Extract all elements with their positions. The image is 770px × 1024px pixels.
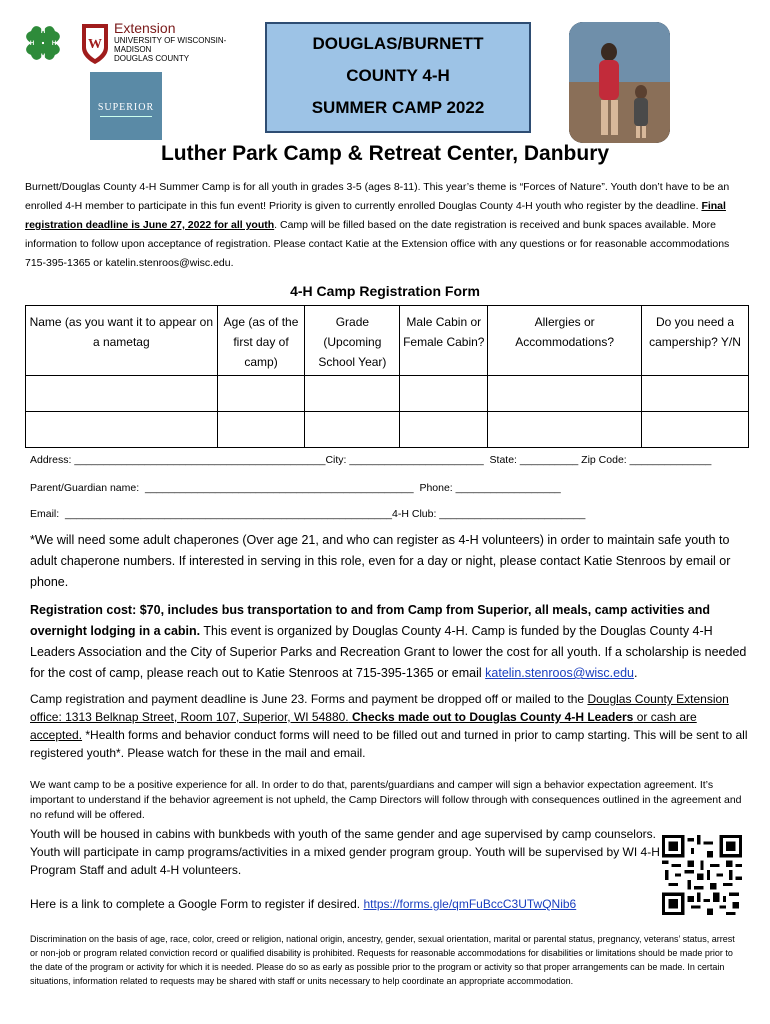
email-field[interactable]: Email: ________________________________________________________4-H Club: _________________________ [30, 508, 586, 520]
extension-brand: Extension [114, 20, 176, 36]
extension-line2: UNIVERSITY OF WISCONSIN-MADISON [114, 36, 227, 54]
svg-text:W: W [88, 37, 102, 52]
svg-text:H: H [29, 41, 35, 47]
table-cell[interactable] [26, 412, 218, 448]
4h-clover-icon [20, 20, 66, 66]
disclaimer: Discrimination on the basis of age, race, color, creed or religion, national origin, ancestry, gender, sexual orientation, marital or parental status, pregnancy, veterans’ status, arrest or non-job or program related conviction record or qualified disability is prohibited. Requests for reasonable accommodations for disabilities or limitations should be made prior to the date of the program or activity for which it is needed. Please do so as early as possible prior to the program or activity so that proper arrangements can be made. In certain situations, information related to requests may be shared with staff or units necessary to help coordinate an appropriate accommodation. [30, 934, 735, 986]
table-cell[interactable] [26, 376, 218, 412]
superior-logo [90, 72, 162, 140]
table-cell[interactable] [305, 376, 400, 412]
address-field[interactable]: Address: ___________________________________________City: _______________________ State: __________ Zip Code: ______________ [30, 454, 712, 466]
housing-paragraph: Youth will be housed in cabins with bunkbeds with youth of the same gender and age supervised by camp counselors. Youth will participate in camp programs/activities in a mixed gender program group. Youth will be supervised by WI 4-H Program Staff and adult 4-H volunteers. [30, 827, 660, 877]
col-name: Name (as you want it to appear on a nametag [26, 306, 218, 376]
table-row [26, 376, 749, 412]
table-cell[interactable] [488, 412, 642, 448]
parent-guardian-field[interactable]: Parent/Guardian name: ______________________________________________ Phone: __________________ [30, 482, 561, 494]
col-campership: Do you need a campership? Y/N [642, 306, 749, 376]
google-form-line: Here is a link to complete a Google Form to register if desired. https://forms.gle/qmFuBccC3UTwQNib6 [30, 897, 577, 911]
payment-paragraph: Camp registration and payment deadline is June 23. Forms and payment be dropped off or mailed to the Douglas County Extension office: 1313 Belknap Street, Room 107, Superior, WI 54880. Checks made out to Douglas County 4-H Leaders or cash are accepted. *Health forms and behavior conduct forms will need to be filled out and turned in prior to camp starting. This will be sent to all registered youth*. Please watch for these in the mail and email. [30, 692, 748, 760]
title-line-2: COUNTY 4-H [346, 66, 450, 85]
camp-photo [569, 22, 670, 143]
office-address: Douglas County Extension office: 1313 Belknap Street, Room 107, Superior, WI 54880. [30, 692, 729, 724]
extension-logo [80, 20, 255, 72]
col-age: Age (as of the first day of camp) [217, 306, 305, 376]
title-line-1: DOUGLAS/BURNETT [312, 34, 484, 53]
table-cell[interactable] [642, 412, 749, 448]
form-title: 4-H Camp Registration Form [290, 283, 480, 299]
table-cell[interactable] [642, 376, 749, 412]
chaperone-paragraph: *We will need some adult chaperones (Over age 21, and who can register as 4-H volunteers) in order to maintain safe youth to adult chaperone numbers. If interested in serving in this role, even for a day or night, please contact Katie Stenroos by email or phone. [30, 533, 731, 589]
col-allergies: Allergies or Accommodations? [488, 306, 642, 376]
table-cell[interactable] [305, 412, 400, 448]
title-line-3: SUMMER CAMP 2022 [311, 98, 485, 117]
deadline-text: Final registration deadline is June 27, 2022 for all youth [25, 200, 726, 231]
google-form-link[interactable]: https://forms.gle/qmFuBccC3UTwQNib6 [363, 897, 577, 911]
email-link[interactable]: katelin.stenroos@wisc.edu [485, 666, 635, 680]
page-heading: Luther Park Camp & Retreat Center, Danbury [160, 142, 610, 165]
svg-text:H: H [40, 29, 46, 35]
svg-text:H: H [40, 54, 46, 60]
table-cell[interactable] [400, 376, 488, 412]
behavior-paragraph: We want camp to be a positive experience for all. In order to do that, parents/guardians and camper will sign a behavior expectation agreement. It’s important to understand if the behavior agreement is not upheld, the Camp Directors will follow through with consequences outlined in the agreement and no refund will be offered. [30, 779, 742, 821]
table-row [26, 412, 749, 448]
cost-paragraph: Registration cost: $70, includes bus transportation to and from Camp from Superior, all meals, camp activities and overnight lodging in a cabin. This event is organized by Douglas County 4-H. Camp is funded by the Douglas County 4-H Leaders Association and the City of Superior Parks and Recreation Grant to lower the cost for all youth. If a scholarship is needed for the cost of camp, please reach out to Katie Stenroos at 715-395-1365 or email katelin.stenroos@wisc.edu. [30, 603, 747, 680]
col-grade: Grade (Upcoming School Year) [305, 306, 400, 376]
svg-text:H: H [51, 41, 57, 47]
table-cell[interactable] [400, 412, 488, 448]
table-cell[interactable] [217, 376, 305, 412]
table-cell[interactable] [488, 376, 642, 412]
col-cabin: Male Cabin or Female Cabin? [400, 306, 488, 376]
title-box [265, 22, 531, 133]
registration-table [25, 305, 749, 448]
extension-line3: DOUGLAS COUNTY [114, 54, 190, 63]
uw-crest-icon [80, 20, 110, 66]
table-cell[interactable] [217, 412, 305, 448]
intro-paragraph: Burnett/Douglas County 4-H Summer Camp is for all youth in grades 3-5 (ages 8-11). This year’s theme is “Forces of Nature”. Youth don’t have to be an enrolled 4-H member to participate in this fun event! Priority is given to currently enrolled Douglas County 4-H youth who register by the deadline. Final registration deadline is June 27, 2022 for all youth. Camp will be filled based on the date registration is received and bunk spaces available. More information to follow upon acceptance of registration. Please contact Katie at the Extension office with any questions or for reasonable accommodations 715-395-1365 or katelin.stenroos@wisc.edu. [25, 181, 730, 269]
superior-name: SUPERIOR [97, 102, 155, 113]
